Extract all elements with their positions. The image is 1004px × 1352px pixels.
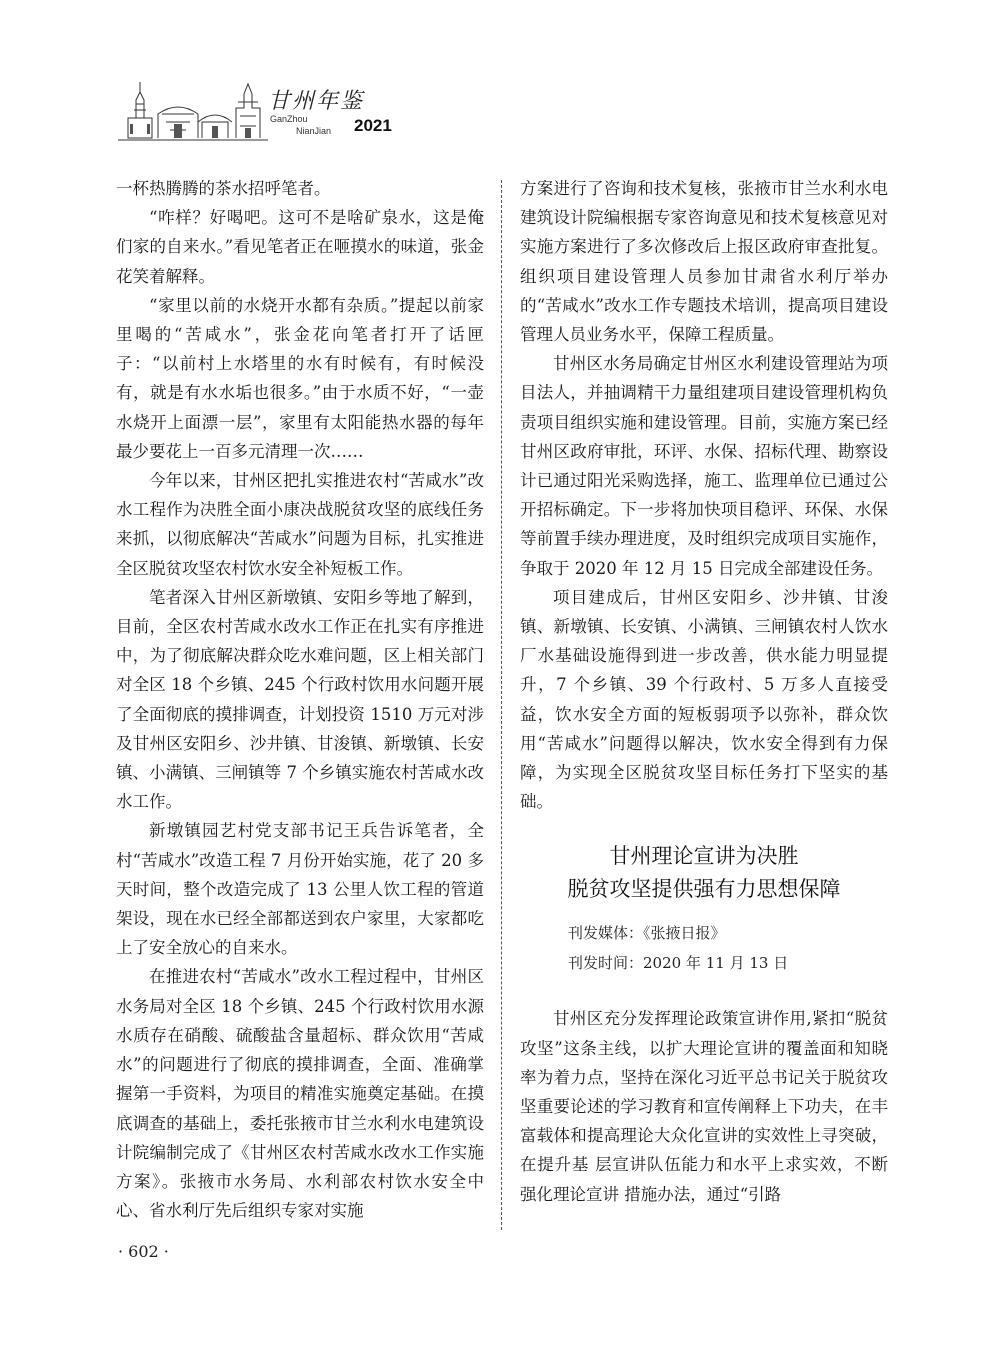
left-paragraph-5: 笔者深入甘州区新墩镇、安阳乡等地了解到，目前，全区农村苦咸水改水工作正在扎实有序推进中，为了彻底解决群众吃水难问题，区上相关部门对全区 18 个乡镇、245 个行政村饮用水问题开展了全面彻底的摸排调查，计划投资 1510 万元对涉及甘州区安阳乡、沙井镇、甘浚镇、新墩镇、长安镇、小满镇、三闸镇等 7 个乡镇实施农村苦咸水改水工作。 <box>116 587 484 812</box>
left-column <box>116 174 484 1225</box>
left-paragraph-3: “家里以前的水烧开水都有杂质。”提起以前家里喝的“苦咸水”，张金花向笔者打开了话匣子：“以前村上水塔里的水有时候有，有时候没有，就是有水水垢也很多。”由于水质不好，“一壶水烧开上面漂一层”，家里有太阳能热水器的每年最少要花上一百多元清理一次…… <box>116 295 484 461</box>
article-title-line-1: 甘州理论宣讲为决胜 <box>609 844 799 869</box>
right-paragraph-2: 甘州区水务局确定甘州区水利建设管理站为项目法人，并抽调精干力量组建项目建设管理机构负责项目组织实施和建设管理。目前，实施方案已经甘州区政府审批，环评、水保、招标代理、勘察设计已通过阳光采购选择，施工、监理单位已通过公开招标确定。下一步将加快项目稳评、环保、水保等前置手续办理进度，及时组织完成项目实施作，争取于 2020 年 12 月 15 日完成全部建设任务。 <box>520 354 888 578</box>
page-number: · 602 · <box>118 1242 169 1261</box>
yearbook-logo-title: 甘州年鉴 <box>268 89 365 114</box>
yearbook-year: 2021 <box>354 116 392 135</box>
left-paragraph-4: 今年以来，甘州区把扎实推进农村“苦咸水”改水工程作为决胜全面小康决战脱贫攻坚的底线任务来抓，以彻底解决“苦咸水”问题为目标，扎实推进全区脱贫攻坚农村饮水安全补短板工作。 <box>116 471 484 578</box>
yearbook-logo-en-line1: GanZhou <box>270 114 308 124</box>
article-title-line-2: 脱贫攻坚提供强有力思想保障 <box>567 877 841 902</box>
publish-date: 刊发时间：2020 年 11 月 13 日 <box>568 954 789 973</box>
left-paragraph-2: “咋样？好喝吧。这可不是啥矿泉水，这是俺们家的自来水。”看见笔者正在咂摸水的味道，张金花笑着解释。 <box>116 208 484 286</box>
right-column <box>520 174 888 1209</box>
yearbook-logo-en-line2: NianJian <box>296 126 332 136</box>
right-paragraph-1: 方案进行了咨询和技术复核，张掖市甘兰水利水电建筑设计院编根据专家咨询意见和技术复核意见对实施方案进行了多次修改后上报区政府审查批复。组织项目建设管理人员参加甘肃省水利厅举办的“苦咸水”改水工作专题技术培训，提高项目建设管理人员业务水平，保障工程质量。 <box>520 179 888 345</box>
publish-media: 刊发媒体：《张掖日报》 <box>568 924 726 943</box>
right-paragraph-4: 甘州区充分发挥理论政策宣讲作用,紧扣“脱贫攻坚”这条主线，以扩大理论宣讲的覆盖面和知晓率为着力点，坚持在深化习近平总书记关于脱贫攻坚重要论述的学习教育和宣传阐释上下功夫，在丰富载体和提高理论大众化宣讲的实效性上寻突破，在提升基 层宣讲队伍能力和水平上求实效，不断强化理论宣讲 措施办法，通过“引路 <box>520 1009 888 1204</box>
left-paragraph-7: 在推进农村“苦咸水”改水工程过程中，甘州区水务局对全区 18 个乡镇、245 个行政村饮用水源水质存在硝酸、硫酸盐含量超标、群众饮用“苦咸水”的问题进行了彻底的摸排调查，全面、准确掌握第一手资料，为项目的精准实施奠定基础。在摸底调查的基础上，委托张掖市甘兰水利水电建筑设计院编制完成了《甘州区农村苦咸水改水工作实施方案》。张掖市水务局、水利部农村饮水安全中心、省水利厅先后组织专家对实施 <box>116 967 484 1221</box>
right-paragraph-3: 项目建成后，甘州区安阳乡、沙井镇、甘浚镇、新墩镇、长安镇、小满镇、三闸镇农村人饮水厂水基础设施得到进一步改善，供水能力明显提升，7 个乡镇、39 个行政村、5 万多人直接受益，饮水安全方面的短板弱项予以弥补，群众饮用“苦咸水”问题得以解决，饮水安全得到有力保障，为实现全区脱贫攻坚目标任务打下坚实的基础。 <box>520 587 888 812</box>
column-divider <box>501 180 502 1230</box>
left-paragraph-6: 新墩镇园艺村党支部书记王兵告诉笔者，全村“苦咸水”改造工程 7 月份开始实施，花了 20 多天时间，整个改造完成了 13 公里人饮工程的管道架设，现在水已经全部都送到农户家里，大家都吃上了安全放心的自来水。 <box>116 821 484 958</box>
temple-skyline-logo-icon <box>118 78 268 144</box>
left-paragraph-1: 一杯热腾腾的茶水招呼笔者。 <box>116 179 331 198</box>
page-header <box>118 78 418 144</box>
